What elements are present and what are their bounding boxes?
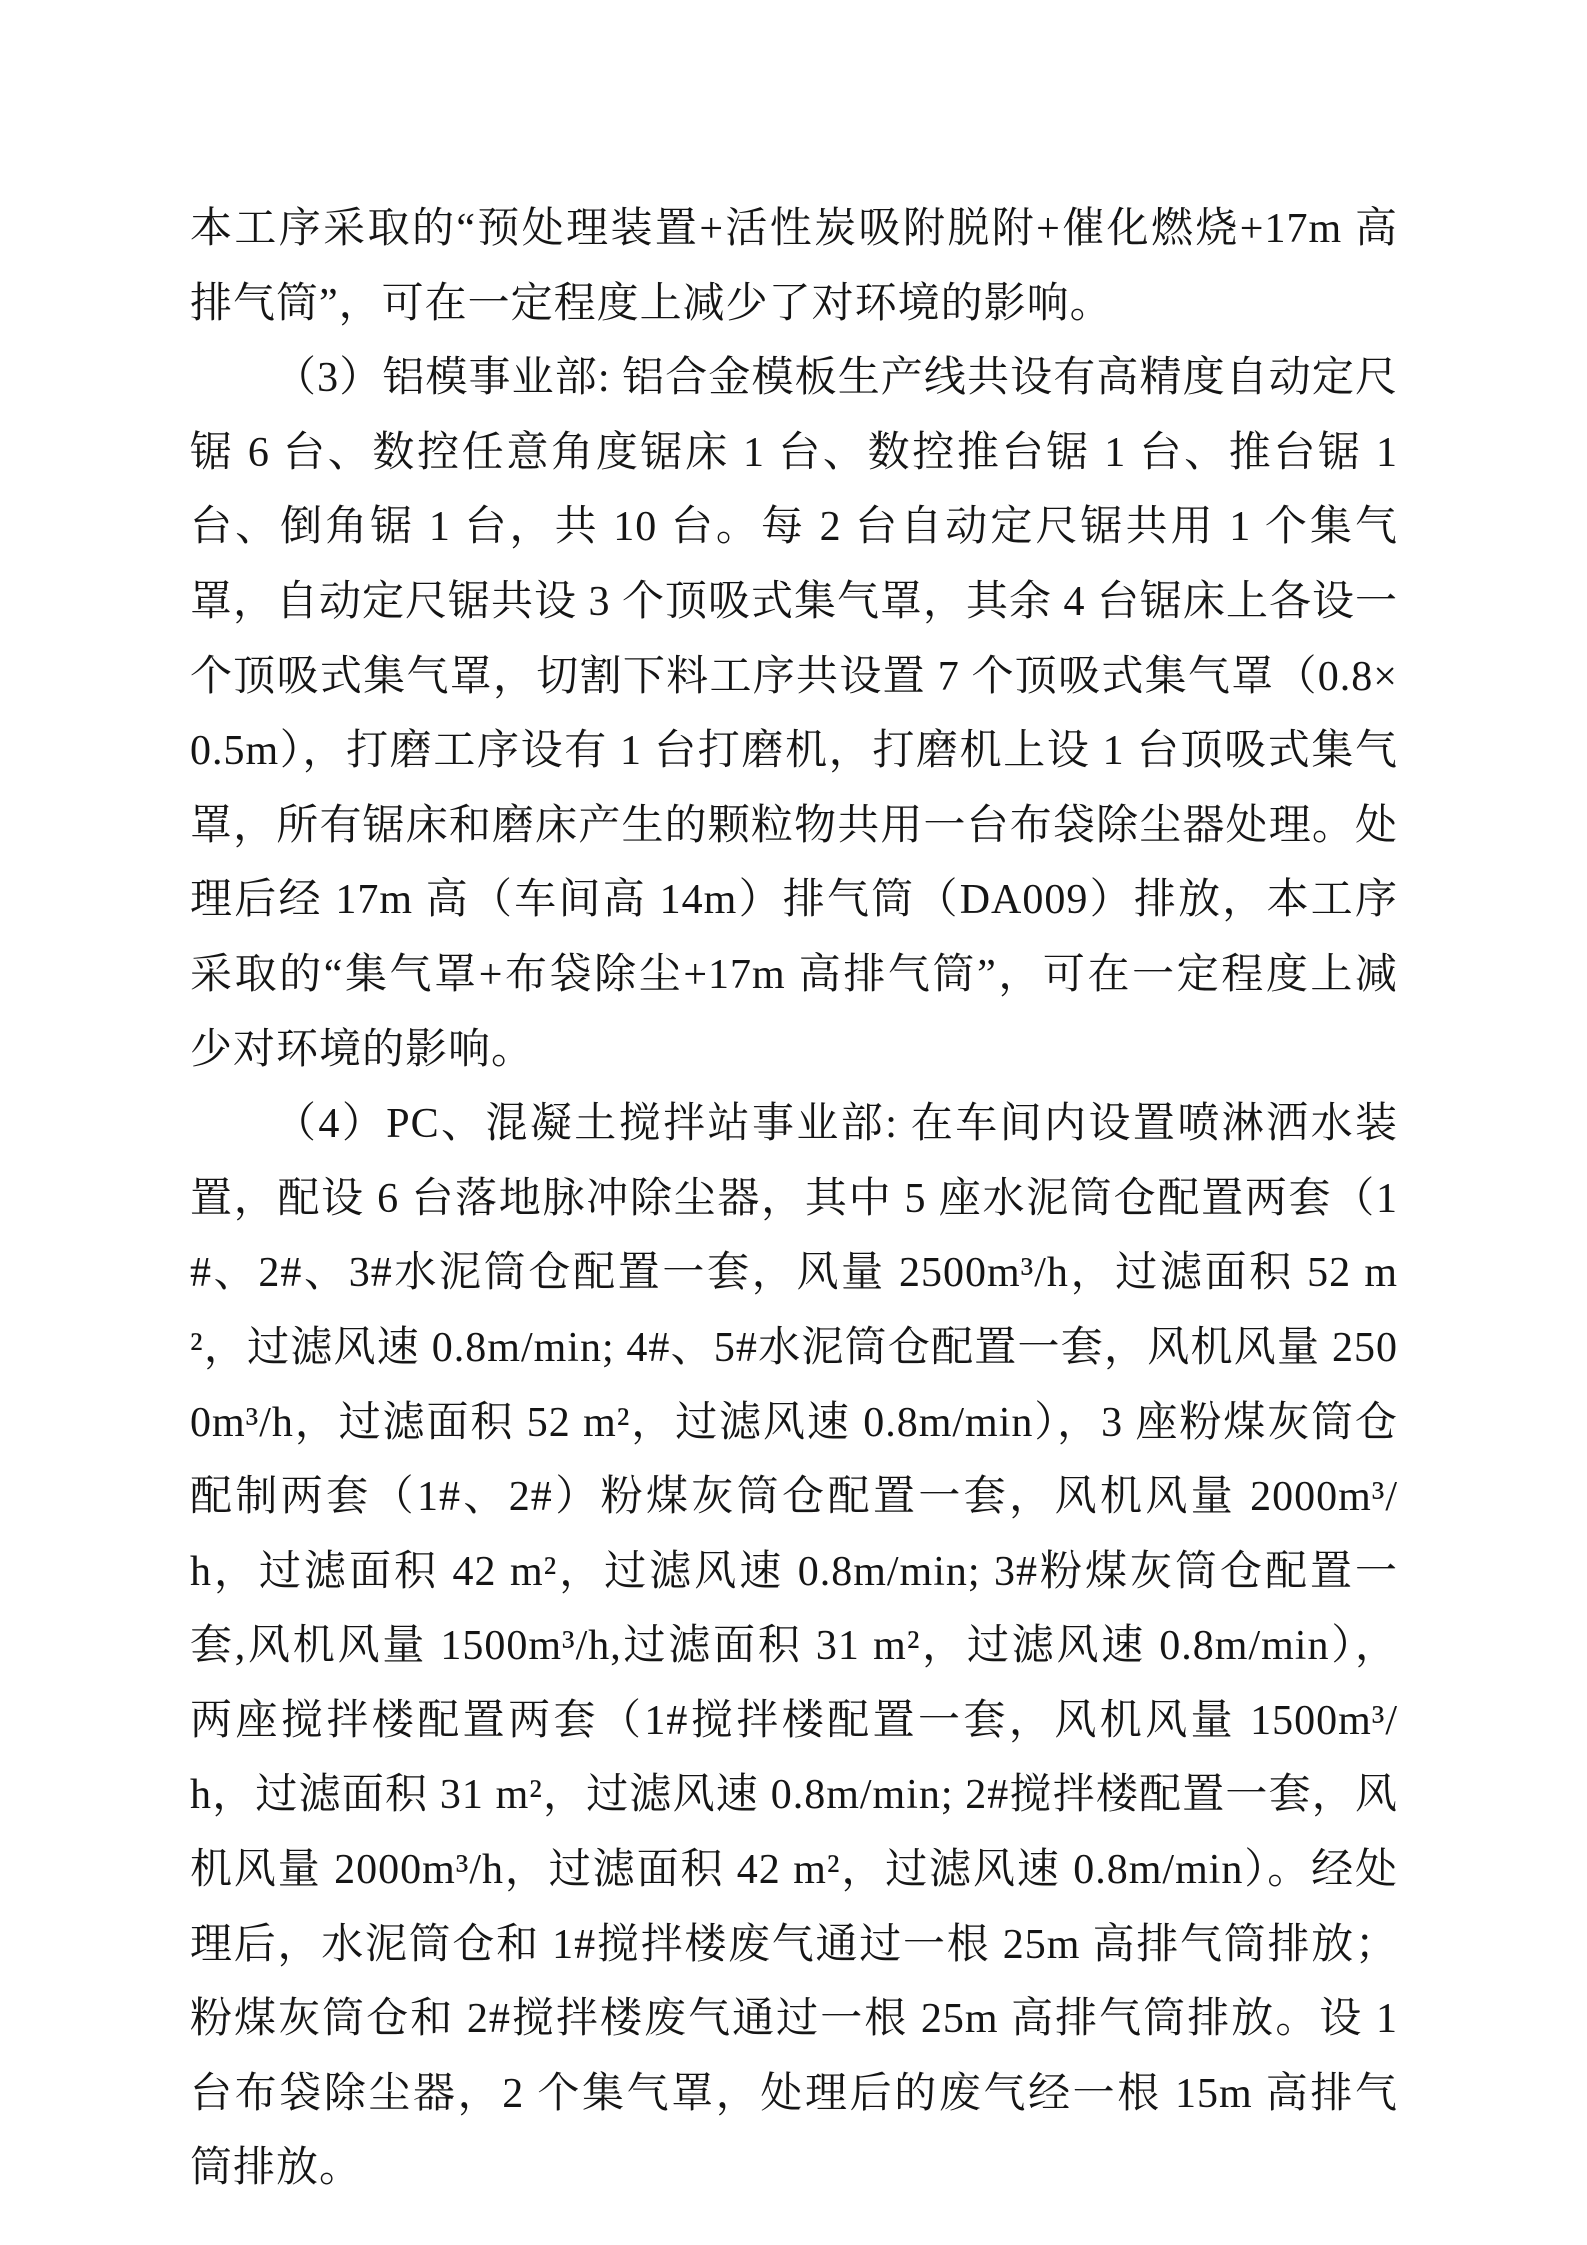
paragraph-item-3: （3）铝模事业部: 铝合金模板生产线共设有高精度自动定尺锯 6 台、数控任意角度锯床 1 台、数控推台锯 1 台、推台锯 1 台、倒角锯 1 台，共 10 台。每 2 台自动定尺锯共用 1 个集气罩，自动定尺锯共设 3 个顶吸式集气罩，其余 4 台锯床上各设一个顶吸式集气罩，切割下料工序共设置 7 个顶吸式集气罩（0.8×0.5m），打磨工序设有 1 台打磨机，打磨机上设 1 台顶吸式集气罩，所有锯床和磨床产生的颗粒物共用一台布袋除尘器处理。处理后经 17m 高（车间高 14m）排气筒（DA009）排放，本工序采取的“集气罩+布袋除尘+17m 高排气筒”，可在一定程度上减少对环境的影响。	[190, 355, 1399, 1073]
paragraph-item-4: （4）PC、混凝土搅拌站事业部: 在车间内设置喷淋洒水装置，配设 6 台落地脉冲除尘器，其中 5 座水泥筒仓配置两套（1#、2#、3#水泥筒仓配置一套，风量 2500m³/h，过滤面积 52 m²，过滤风速 0.8m/min; 4#、5#水泥筒仓配置一套，风机风量 2500m³/h，过滤面积 52 m²，过滤风速 0.8m/min），3 座粉煤灰筒仓配制两套（1#、2#）粉煤灰筒仓配置一套，风机风量 2000m³/h，过滤面积 42 m²，过滤风速 0.8m/min; 3#粉煤灰筒仓配置一套,风机风量 1500m³/h,过滤面积 31 m²，过滤风速 0.8m/min），两座搅拌楼配置两套（1#搅拌楼配置一套，风机风量 1500m³/h，过滤面积 31 m²，过滤风速 0.8m/min; 2#搅拌楼配置一套，风机风量 2000m³/h，过滤面积 42 m²，过滤风速 0.8m/min）。经处理后，水泥筒仓和 1#搅拌楼废气通过一根 25m 高排气筒排放；粉煤灰筒仓和 2#搅拌楼废气通过一根 25m 高排气筒排放。设 1 台布袋除尘器，2 个集气罩，处理后的废气经一根 15m 高排气筒排放。	[190, 1101, 1398, 2192]
paragraph-continuation: 本工序采取的“预处理装置+活性炭吸附脱附+催化燃烧+17m 高排气筒”，可在一定程度上减少了对环境的影响。	[190, 206, 1398, 327]
body-text	[190, 192, 1398, 2206]
